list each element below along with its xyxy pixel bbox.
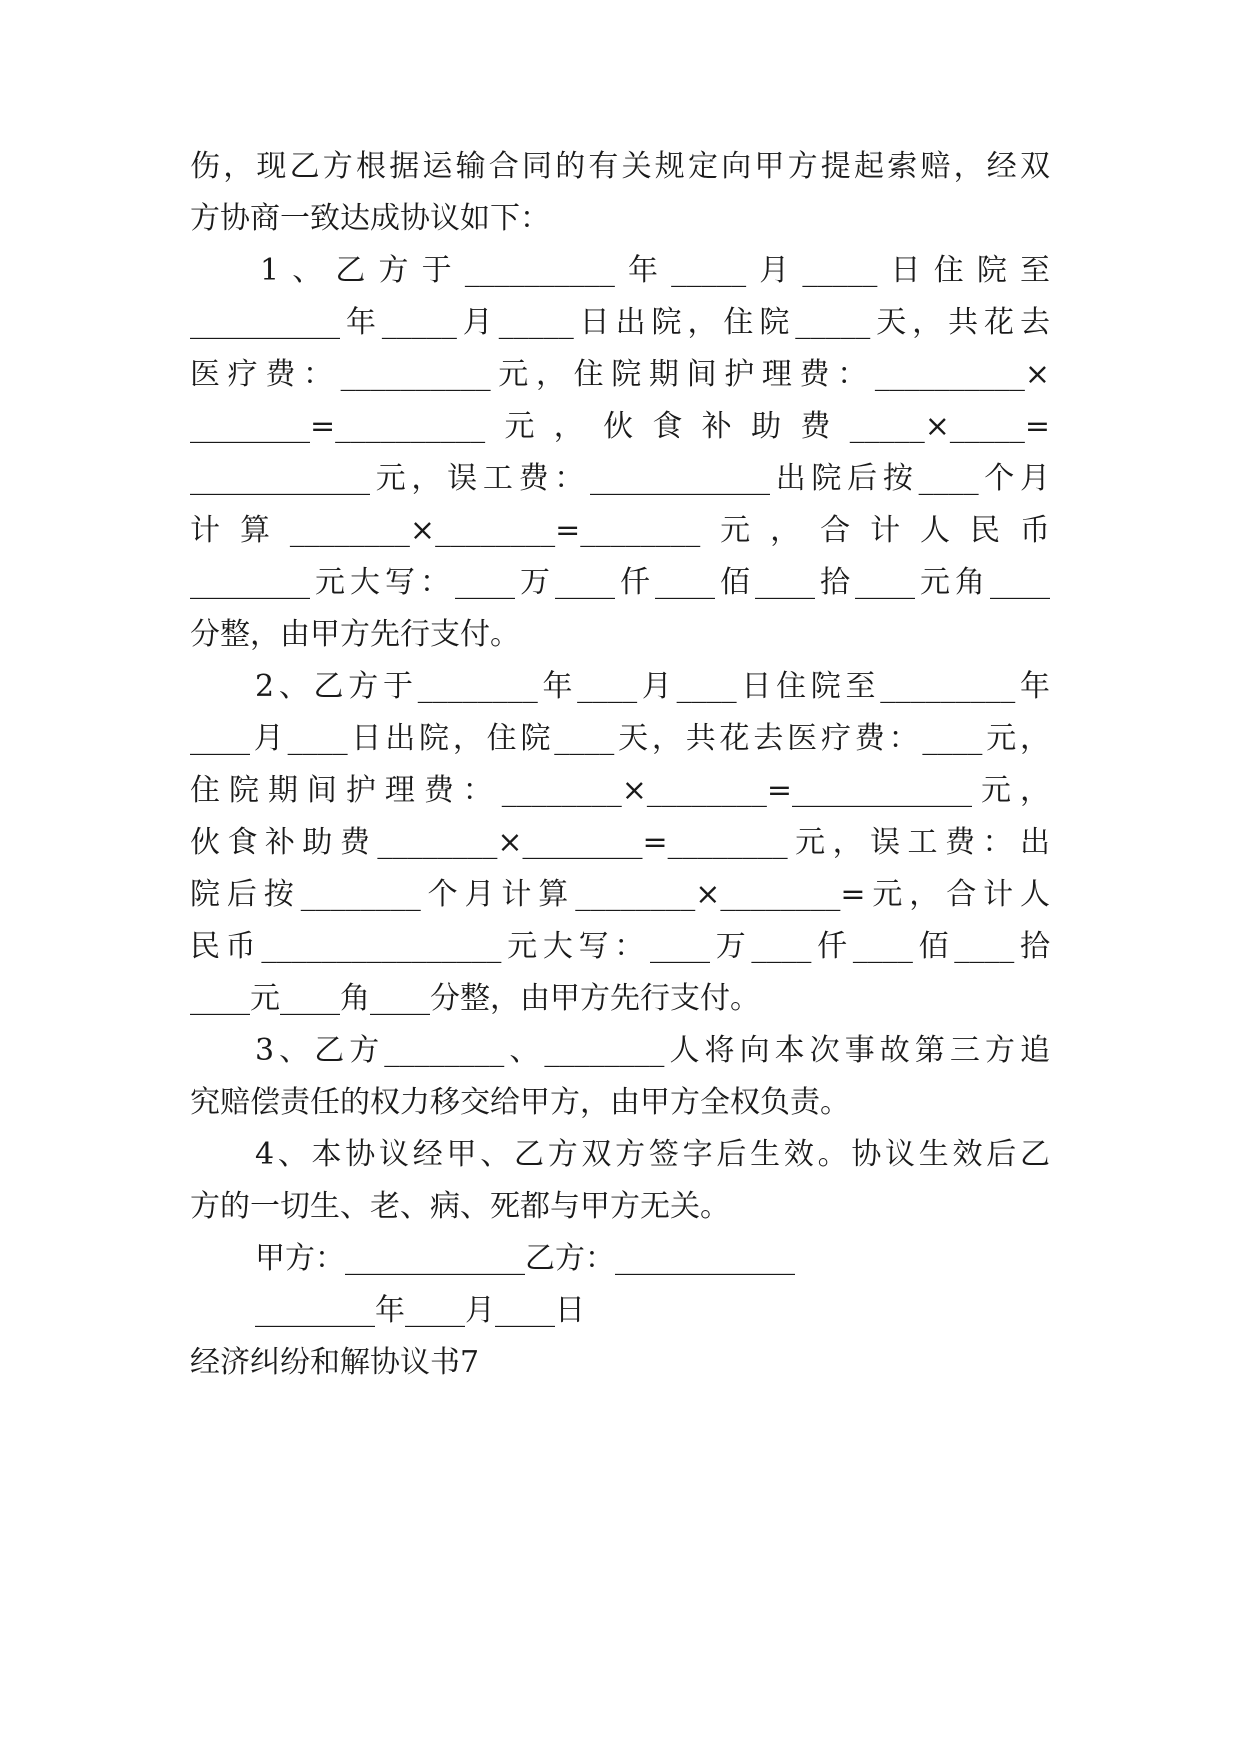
clause-1-line-8: 分整，由甲方先行支付。 xyxy=(190,617,520,652)
clause-2-line-3: 住院期间护理费：________×________=____________元， xyxy=(190,773,1050,808)
clause-3-line-2: 究赔偿责任的权力移交给甲方，由甲方全权负责。 xyxy=(190,1085,850,1120)
signature-line: 甲方：____________乙方：____________ xyxy=(255,1241,795,1276)
clause-1-line-7: ________元大写：____万____仟____佰____拾____元角____ xyxy=(190,565,1050,600)
clause-2-line-5: 院后按________个月计算________×________=元，合计人 xyxy=(190,877,1050,912)
clause-2-line-7: ____元____角____分整，由甲方先行支付。 xyxy=(190,981,760,1016)
clause-1-line-5: ____________元，误工费：____________出院后按____个月 xyxy=(190,461,1050,496)
clause-4-line-2: 方的一切生、老、病、死都与甲方无关。 xyxy=(190,1189,730,1224)
text-line-1: 伤，现乙方根据运输合同的有关规定向甲方提起索赔，经双 xyxy=(190,149,1050,184)
clause-1-line-4: ________=__________元，伙食补助费_____×_____= xyxy=(190,409,1050,444)
clause-3-line-1: 3、乙方________、________人将向本次事故第三方追 xyxy=(255,1033,1050,1068)
clause-1-line-6: 计算________×________=________元，合计人民币 xyxy=(190,513,1050,548)
date-line: ________年____月____日 xyxy=(255,1293,585,1328)
clause-2-line-1: 2、乙方于________年____月____日住院至_________年 xyxy=(255,669,1050,704)
section-heading: 经济纠纷和解协议书7 xyxy=(190,1345,480,1380)
clause-4-line-1: 4、本协议经甲、乙方双方签字后生效。协议生效后乙 xyxy=(255,1137,1050,1172)
clause-2-line-2: ____月____日出院，住院____天，共花去医疗费：____元， xyxy=(190,721,1050,756)
clause-2-line-6: 民币________________元大写：____万____仟____佰____拾 xyxy=(190,929,1050,964)
clause-2-line-4: 伙食补助费________×________=________元，误工费：出 xyxy=(190,825,1050,860)
clause-1-line-2: __________年_____月_____日出院，住院_____天，共花去 xyxy=(190,305,1050,340)
text-line-2: 方协商一致达成协议如下： xyxy=(190,201,550,236)
clause-1-line-1: 1、乙方于__________年_____月_____日住院至 xyxy=(260,253,1050,288)
clause-1-line-3: 医疗费：__________元，住院期间护理费：__________× xyxy=(190,357,1050,392)
